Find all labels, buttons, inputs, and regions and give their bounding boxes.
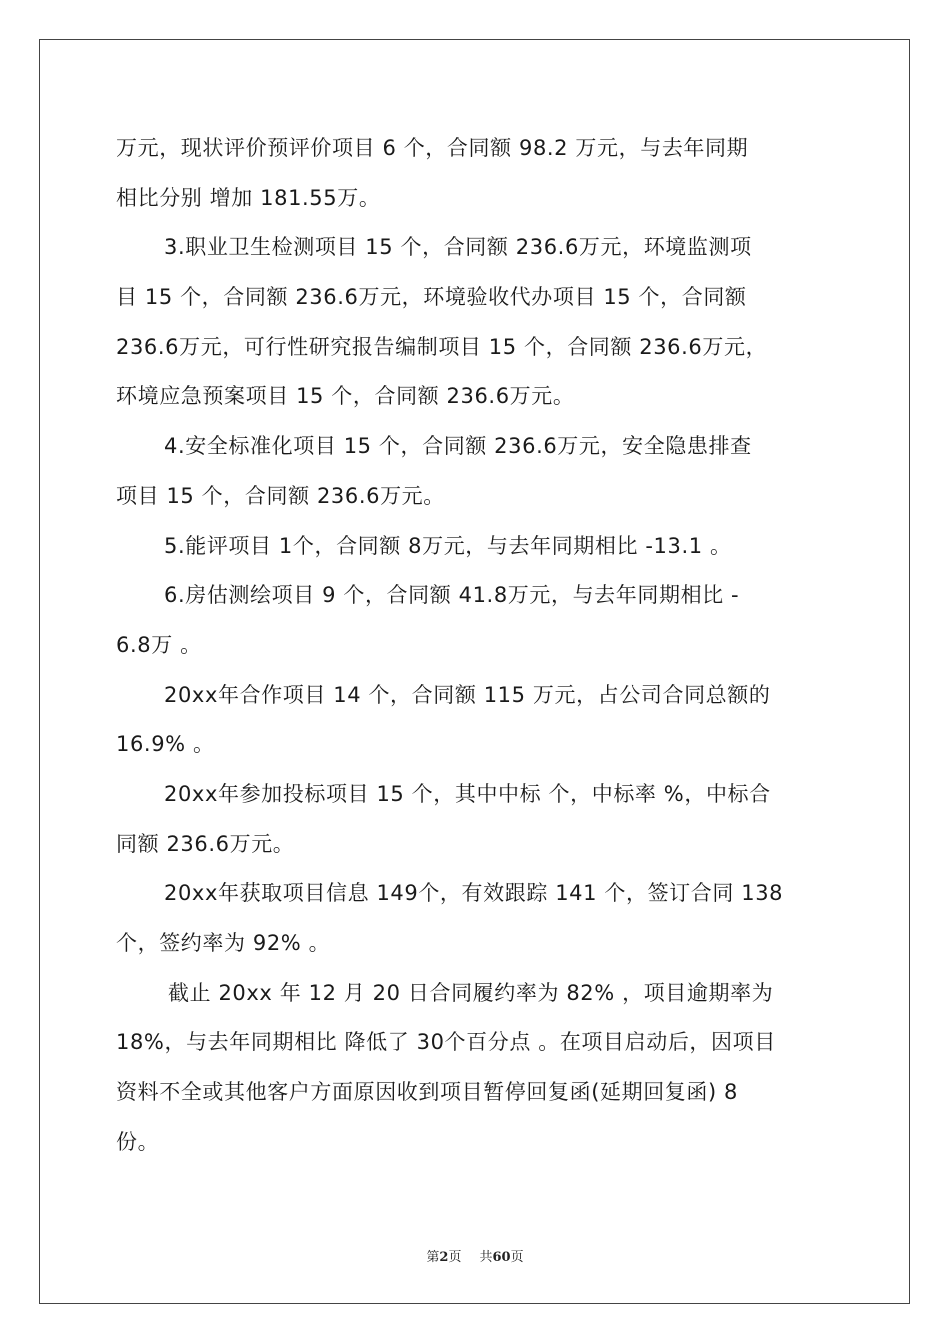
footer-page-total: 60	[492, 1250, 511, 1265]
text-line: 18%，与去年同期相比 降低了 30个百分点 。在项目启动后，因项目	[116, 1030, 776, 1055]
text-line: 截止 20xx 年 12 月 20 日合同履约率为 82% ，项目逾期率为	[168, 980, 774, 1005]
text-line: 份。	[116, 1129, 160, 1154]
footer-page-suffix: 页	[448, 1250, 462, 1265]
footer-page-current: 2	[439, 1250, 449, 1265]
text-line: 4.安全标准化项目 15 个，合同额 236.6万元，安全隐患排查	[164, 434, 752, 459]
text-line: 6.8万 。	[116, 632, 202, 657]
text-line: 项目 15 个，合同额 236.6万元。	[116, 483, 445, 508]
text-line: 资料不全或其他客户方面原因收到项目暂停回复函(延期回复函) 8	[116, 1080, 739, 1105]
footer-page-prefix: 第	[426, 1250, 440, 1265]
page-footer	[0, 1246, 950, 1265]
text-line: 20xx年获取项目信息 149个，有效跟踪 141 个，签订合同 138	[164, 881, 784, 906]
footer-total-suffix: 页	[510, 1250, 524, 1265]
text-line: 环境应急预案项目 15 个，合同额 236.6万元。	[116, 384, 575, 409]
text-line: 同额 236.6万元。	[116, 831, 295, 856]
text-line: 个，签约率为 92% 。	[116, 931, 331, 955]
text-line: 5.能评项目 1个，合同额 8万元，与去年同期相比 -13.1 。	[164, 533, 732, 558]
text-line: 20xx年合作项目 14 个，合同额 115 万元，占公司合同总额的	[164, 682, 771, 707]
text-line: 20xx年参加投标项目 15 个，其中中标 个，中标率 %，中标合	[164, 781, 771, 806]
text-line: 目 15 个，合同额 236.6万元，环境验收代办项目 15 个，合同额	[116, 285, 747, 310]
text-line: 236.6万元，可行性研究报告编制项目 15 个，合同额 236.6万元，	[116, 334, 768, 359]
text-line: 6.房估测绘项目 9 个，合同额 41.8万元，与去年同期相比 -	[164, 583, 740, 608]
text-line: 相比分别 增加 181.55万。	[116, 185, 381, 210]
footer-total-prefix: 共	[479, 1250, 493, 1265]
text-line: 16.9% 。	[116, 732, 215, 757]
document-body	[116, 124, 836, 1167]
text-line: 万元，现状评价预评价项目 6 个，合同额 98.2 万元，与去年同期	[116, 136, 749, 160]
text-line: 3.职业卫生检测项目 15 个，合同额 236.6万元，环境监测项	[164, 235, 752, 260]
